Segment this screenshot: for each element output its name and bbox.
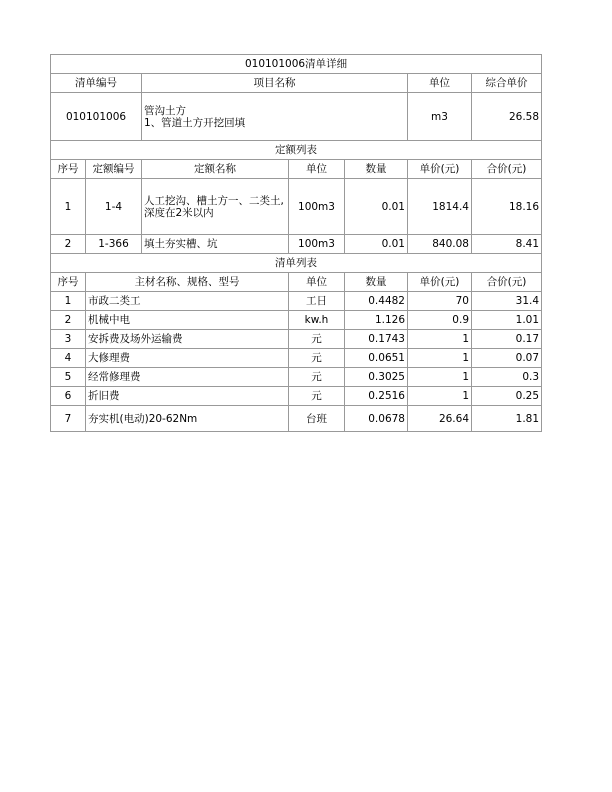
material-seq: 6 bbox=[51, 387, 86, 406]
table-row bbox=[51, 179, 542, 235]
quota-header-row bbox=[51, 160, 542, 179]
material-unit-price: 1 bbox=[408, 368, 472, 387]
material-name: 经常修理费 bbox=[86, 368, 289, 387]
material-unit-price: 26.64 bbox=[408, 406, 472, 432]
sheet-title: 010101006清单详细 bbox=[51, 55, 542, 74]
material-name-header: 主材名称、规格、型号 bbox=[86, 273, 289, 292]
quota-total: 8.41 bbox=[472, 235, 542, 254]
material-total: 31.4 bbox=[472, 292, 542, 311]
material-total-header: 合价(元) bbox=[472, 273, 542, 292]
table-row bbox=[51, 292, 542, 311]
table-row bbox=[51, 349, 542, 368]
material-unit-price-header: 单价(元) bbox=[408, 273, 472, 292]
material-section-title: 清单列表 bbox=[51, 254, 542, 273]
material-qty: 0.0678 bbox=[345, 406, 408, 432]
quota-unit: 100m3 bbox=[289, 235, 345, 254]
material-name: 夯实机(电动)20-62Nm bbox=[86, 406, 289, 432]
quota-qty-header: 数量 bbox=[345, 160, 408, 179]
quota-unit-price-header: 单价(元) bbox=[408, 160, 472, 179]
table-row bbox=[51, 311, 542, 330]
material-header-row bbox=[51, 273, 542, 292]
bill-detail-table bbox=[50, 54, 542, 432]
quota-seq: 1 bbox=[51, 179, 86, 235]
material-name: 安拆费及场外运输费 bbox=[86, 330, 289, 349]
material-unit-price: 0.9 bbox=[408, 311, 472, 330]
table-row bbox=[51, 235, 542, 254]
quota-name-header: 定额名称 bbox=[142, 160, 289, 179]
material-total: 1.01 bbox=[472, 311, 542, 330]
bill-name-line2: 1、管道土方开挖回填 bbox=[144, 116, 246, 129]
bill-name bbox=[142, 93, 408, 141]
material-section-row bbox=[51, 254, 542, 273]
material-unit-price: 70 bbox=[408, 292, 472, 311]
material-seq: 1 bbox=[51, 292, 86, 311]
table-row bbox=[51, 387, 542, 406]
bill-name-line1: 管沟土方 bbox=[144, 104, 186, 117]
material-total: 0.3 bbox=[472, 368, 542, 387]
bill-unit-header: 单位 bbox=[408, 74, 472, 93]
bill-code-header: 清单编号 bbox=[51, 74, 142, 93]
quota-code-header: 定额编号 bbox=[86, 160, 142, 179]
material-qty: 0.3025 bbox=[345, 368, 408, 387]
table-row bbox=[51, 406, 542, 432]
bill-code: 010101006 bbox=[51, 93, 142, 141]
quota-unit-price: 1814.4 bbox=[408, 179, 472, 235]
material-qty-header: 数量 bbox=[345, 273, 408, 292]
quota-total-header: 合价(元) bbox=[472, 160, 542, 179]
material-unit: kw.h bbox=[289, 311, 345, 330]
quota-section-title: 定额列表 bbox=[51, 141, 542, 160]
material-name: 大修理费 bbox=[86, 349, 289, 368]
material-seq: 4 bbox=[51, 349, 86, 368]
quota-unit-price: 840.08 bbox=[408, 235, 472, 254]
quota-qty: 0.01 bbox=[345, 179, 408, 235]
material-unit-price: 1 bbox=[408, 349, 472, 368]
material-seq: 2 bbox=[51, 311, 86, 330]
material-qty: 1.126 bbox=[345, 311, 408, 330]
bill-unit: m3 bbox=[408, 93, 472, 141]
material-qty: 0.1743 bbox=[345, 330, 408, 349]
bill-name-header: 项目名称 bbox=[142, 74, 408, 93]
material-seq: 7 bbox=[51, 406, 86, 432]
material-name: 机械中电 bbox=[86, 311, 289, 330]
material-unit-price: 1 bbox=[408, 387, 472, 406]
material-unit: 元 bbox=[289, 349, 345, 368]
material-total: 0.07 bbox=[472, 349, 542, 368]
quota-qty: 0.01 bbox=[345, 235, 408, 254]
quota-unit-header: 单位 bbox=[289, 160, 345, 179]
material-unit-price: 1 bbox=[408, 330, 472, 349]
material-qty: 0.4482 bbox=[345, 292, 408, 311]
table-row bbox=[51, 368, 542, 387]
quota-code: 1-4 bbox=[86, 179, 142, 235]
material-unit: 工日 bbox=[289, 292, 345, 311]
bill-price-header: 综合单价 bbox=[472, 74, 542, 93]
material-total: 0.17 bbox=[472, 330, 542, 349]
quota-name: 填土夯实槽、坑 bbox=[142, 235, 289, 254]
material-qty: 0.2516 bbox=[345, 387, 408, 406]
material-name: 折旧费 bbox=[86, 387, 289, 406]
quota-name: 人工挖沟、槽土方一、二类土,深度在2米以内 bbox=[142, 179, 289, 235]
bill-header-row bbox=[51, 74, 542, 93]
quota-code: 1-366 bbox=[86, 235, 142, 254]
material-seq: 3 bbox=[51, 330, 86, 349]
material-seq: 5 bbox=[51, 368, 86, 387]
material-unit: 台班 bbox=[289, 406, 345, 432]
quota-unit: 100m3 bbox=[289, 179, 345, 235]
material-name: 市政二类工 bbox=[86, 292, 289, 311]
material-unit-header: 单位 bbox=[289, 273, 345, 292]
quota-section-row bbox=[51, 141, 542, 160]
quota-total: 18.16 bbox=[472, 179, 542, 235]
quota-seq-header: 序号 bbox=[51, 160, 86, 179]
material-total: 0.25 bbox=[472, 387, 542, 406]
table-row bbox=[51, 330, 542, 349]
material-qty: 0.0651 bbox=[345, 349, 408, 368]
bill-price: 26.58 bbox=[472, 93, 542, 141]
material-unit: 元 bbox=[289, 387, 345, 406]
material-seq-header: 序号 bbox=[51, 273, 86, 292]
material-unit: 元 bbox=[289, 368, 345, 387]
quota-seq: 2 bbox=[51, 235, 86, 254]
material-unit: 元 bbox=[289, 330, 345, 349]
title-row bbox=[51, 55, 542, 74]
material-total: 1.81 bbox=[472, 406, 542, 432]
bill-row bbox=[51, 93, 542, 141]
